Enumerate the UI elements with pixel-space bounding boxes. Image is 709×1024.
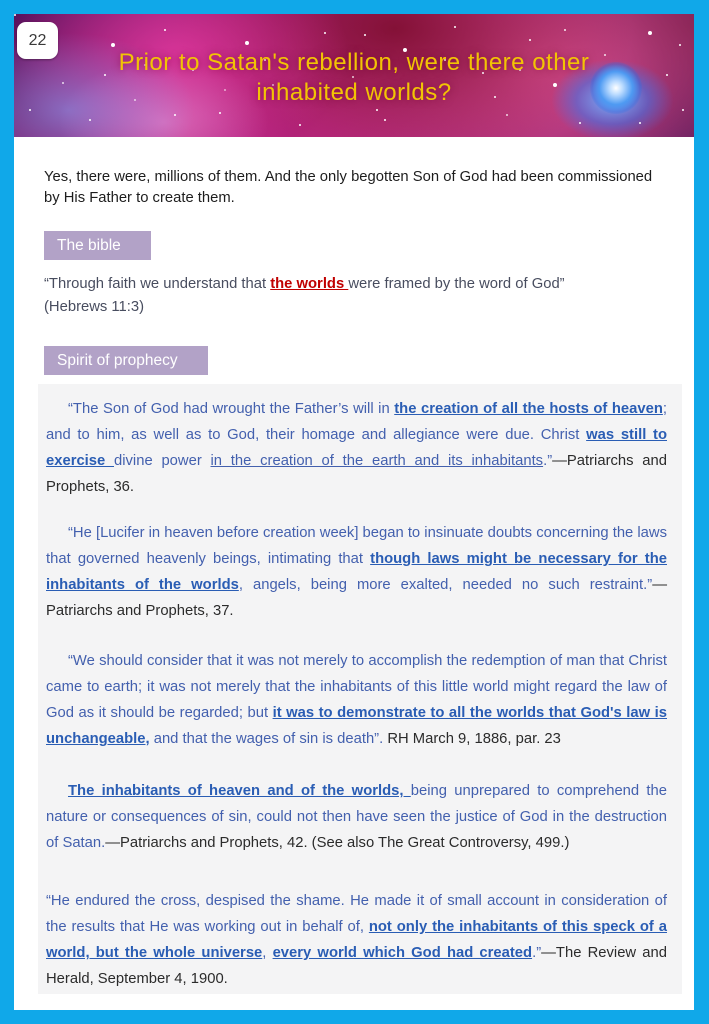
text-segment: were framed by the word of God” [348, 276, 565, 292]
text-segment: RH March 9, 1886, par. 23 [387, 731, 561, 747]
page-title-line2: inhabited worlds? [256, 79, 452, 106]
text-segment: being unprepared to comprehend the nature or consequences of sin, could not then have seen the justice of God in the destruction of Satan. [46, 783, 667, 851]
intro-paragraph: Yes, there were, millions of them. And the only begotten Son of God had been commissioned by His Father to create them. [44, 169, 653, 206]
sop-quote-4 [46, 778, 667, 856]
page-number-badge: 22 [17, 22, 58, 59]
section-header-spirit-of-prophecy: Spirit of prophecy [44, 346, 208, 375]
sop-quote-2 [46, 520, 667, 624]
sop-quote-3 [46, 648, 667, 752]
spirit-of-prophecy-section [14, 319, 694, 994]
bible-reference: (Hebrews 11:3) [44, 299, 145, 315]
text-segment: “He [Lucifer in heaven before creation week] began to insinuate doubts concerning the laws that governed heavenly beings, intimating that [46, 525, 667, 567]
text-segment: was still to exercise [46, 427, 667, 469]
text-segment: in the creation of the earth and its inhabitants [210, 453, 544, 469]
text-segment: “The Son of God had wrought the Father’s will in [68, 401, 395, 417]
quotes-container [38, 384, 682, 994]
text-segment: —Patriarchs and Prophets, 37. [46, 577, 667, 619]
bible-section [14, 209, 694, 319]
page-title-line1: Prior to Satan's rebellion, were there other [118, 49, 590, 76]
sop-quote-1 [46, 396, 667, 500]
text-segment: .” [532, 945, 542, 961]
text-segment: divine power [114, 453, 211, 469]
section-header-bible: The bible [44, 231, 151, 260]
text-segment: it was to demonstrate to all the worlds that God's law is unchangeable, [46, 705, 667, 747]
text-segment: , [262, 945, 273, 961]
text-segment: —Patriarchs and Prophets, 36. [46, 453, 667, 495]
text-segment: ; and to him, as well as to God, their homage and allegiance were due. Christ [46, 401, 667, 443]
header-banner [14, 14, 694, 137]
text-segment: the worlds [270, 276, 349, 292]
text-segment: every world which God had created [272, 945, 533, 961]
text-segment: —The Review and Herald, September 4, 1900. [46, 945, 667, 987]
bible-quote [44, 273, 666, 296]
text-segment: .” [543, 453, 553, 469]
text-segment: The inhabitants of heaven and of the worlds, [68, 783, 411, 799]
page-content-area [14, 14, 694, 1010]
text-segment: “He endured the cross, despised the shame. He made it of small account in consideration of the results that He was working out in behalf of, [46, 893, 667, 935]
text-segment: —Patriarchs and Prophets, 42. (See also The Great Controversy, 499.) [105, 835, 570, 851]
text-segment: the creation of all the hosts of heaven [394, 401, 663, 417]
page-title [14, 14, 694, 108]
text-segment: “We should consider that it was not merely to accomplish the redemption of man that Christ came to earth; it was not merely that the inhabitants of this little world might regard the law of God as it should be regarded; but [46, 653, 667, 721]
text-segment: and that the wages of sin is death”. [149, 731, 388, 747]
text-segment: not only the inhabitants of this speck of a world, but the whole universe [46, 919, 667, 961]
sop-quote-5 [46, 888, 667, 992]
text-segment: though laws might be necessary for the inhabitants of the worlds [46, 551, 667, 593]
text-segment: “Through faith we understand that [44, 276, 271, 292]
text-segment: , angels, being more exalted, needed no such restraint.” [238, 577, 653, 593]
